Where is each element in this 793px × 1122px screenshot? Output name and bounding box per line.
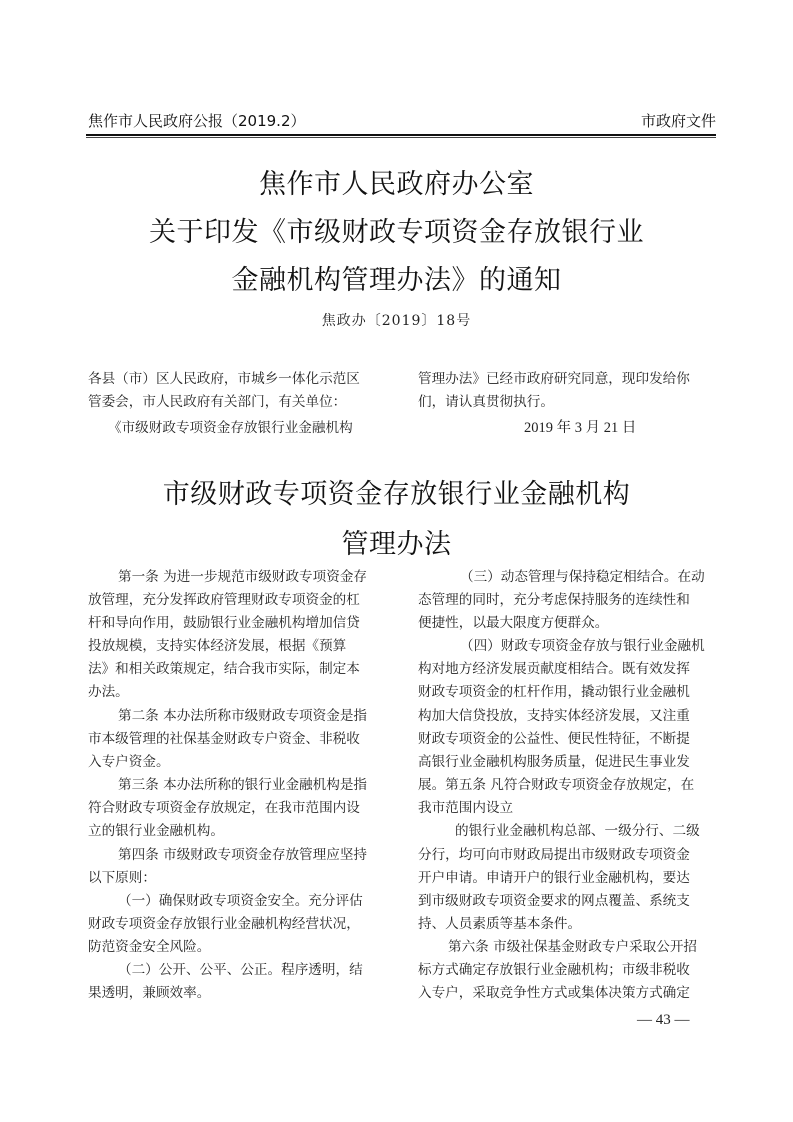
notice-text-line: 管委会，市人民政府有关部门，有关单位： — [88, 394, 347, 410]
article-line: 办法。 — [88, 684, 129, 700]
article-line: 的银行业金融机构总部、一级分行、二级 — [455, 823, 700, 839]
article-line: 第四条 市级财政专项资金存放管理应坚持 — [118, 847, 368, 863]
article-line: （二）公开、公平、公正。程序透明，结 — [118, 962, 363, 978]
article-line: 第一条 为进一步规范市级财政专项资金存 — [118, 569, 368, 585]
document-number: 焦政办〔2019〕18号 — [321, 313, 472, 329]
article-line: 法》和相关政策规定，结合我市实际，制定本 — [88, 661, 360, 677]
article-line: 市本级管理的社保基金财政专户资金、非税收 — [88, 731, 360, 747]
article-line: 分行，均可向市财政局提出市级财政专项资金 — [418, 847, 690, 863]
notice-text-line: 各县（市）区人民政府，市城乡一体化示范区 — [88, 371, 360, 387]
article-line: 入专户，采取竞争性方式或集体决策方式确定 — [418, 985, 690, 1001]
article-line: （三）动态管理与保持稳定相结合。在动 — [460, 569, 705, 585]
regulation-title-line: 管理办法 — [341, 529, 452, 560]
article-line: 第三条 本办法所称的银行业金融机构是指 — [118, 777, 368, 793]
article-line: 防范资金安全风险。 — [88, 939, 211, 955]
article-line: （四）财政专项资金存放与银行业金融机 — [460, 638, 705, 654]
section-label: 市政府文件 — [640, 112, 716, 130]
article-line: 标方式确定存放银行业金融机构；市级非税收 — [418, 962, 690, 978]
notice-text-line: 《市级财政专项资金存放银行业金融机构 — [108, 420, 353, 436]
article-line: 高银行业金融机构服务质量，促进民生事业发 — [418, 754, 690, 770]
article-line: 投放规模，支持实体经济发展，根据《预算 — [88, 638, 347, 654]
header-rule — [86, 134, 716, 136]
notice-title-line: 焦作市人民政府办公室 — [259, 169, 534, 200]
article-line: 到市级财政专项资金要求的网点覆盖、系统支 — [418, 893, 690, 909]
article-line: 果透明，兼顾效率。 — [88, 985, 211, 1001]
article-line: （一）确保财政专项资金安全。充分评估 — [118, 893, 363, 909]
article-line: 开户申请。申请开户的银行业金融机构，要达 — [418, 870, 690, 886]
notice-title-line: 金融机构管理办法》的通知 — [231, 265, 562, 296]
article-line: 态管理的同时，充分考虑保持服务的连续性和 — [418, 592, 690, 608]
article-line: 便捷性，以最大限度方便群众。 — [418, 615, 609, 631]
regulation-title-line: 市级财政专项资金存放银行业金融机构 — [162, 479, 631, 510]
article-line: 入专户资金。 — [88, 754, 170, 770]
article-line: 以下原则： — [88, 870, 156, 886]
article-line: 展。第五条 凡符合财政专项资金存放规定，在 — [418, 777, 695, 793]
page-number: — 43 — — [637, 1012, 690, 1028]
notice-text-line: 们，请认真贯彻执行。 — [418, 394, 554, 410]
article-line: 构加大信贷投放，支持实体经济发展，又注重 — [418, 708, 690, 724]
header-rule-thin — [86, 137, 716, 138]
article-line: 第六条 市级社保基金财政专户采取公开招 — [448, 939, 698, 955]
notice-text-line: 管理办法》已经市政府研究同意，现印发给你 — [418, 371, 690, 387]
article-line: 符合财政专项资金存放规定，在我市范围内设 — [88, 800, 360, 816]
article-line: 财政专项资金的公益性、便民性特征，不断提 — [418, 731, 690, 747]
article-line: 立的银行业金融机构。 — [88, 823, 224, 839]
article-line: 杆和导向作用，鼓励银行业金融机构增加信贷 — [88, 615, 360, 631]
notice-title-line: 关于印发《市级财政专项资金存放银行业 — [149, 217, 644, 248]
article-line: 持、人员素质等基本条件。 — [418, 916, 582, 932]
article-line: 构对地方经济发展贡献度相结合。既有效发挥 — [418, 661, 690, 677]
article-line: 第二条 本办法所称市级财政专项资金是指 — [118, 708, 368, 724]
article-line: 财政专项资金存放银行业金融机构经营状况， — [88, 916, 360, 932]
article-line: 放管理，充分发挥政府管理财政专项资金的杠 — [88, 592, 360, 608]
article-line: 我市范围内设立 — [418, 800, 514, 816]
journal-title: 焦作市人民政府公报（2019.2） — [88, 112, 306, 130]
article-line: 财政专项资金的杠杆作用，撬动银行业金融机 — [418, 684, 690, 700]
notice-date: 2019 年 3 月 21 日 — [524, 420, 637, 436]
